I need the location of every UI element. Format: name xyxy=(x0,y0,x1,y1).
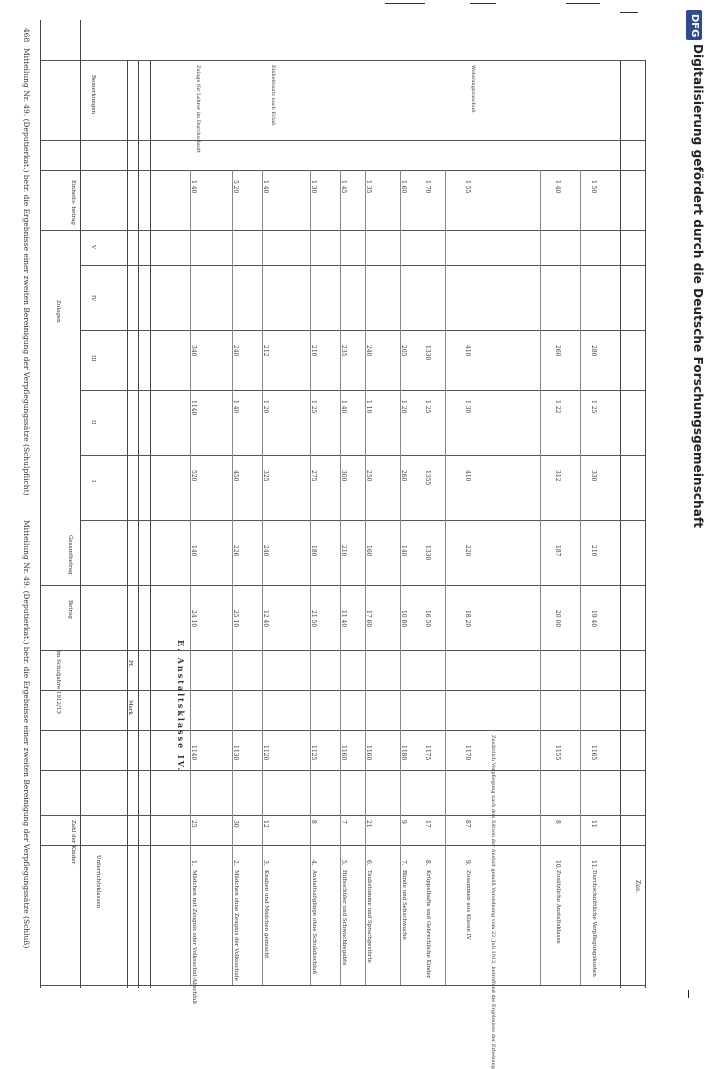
row-value: 520 xyxy=(190,470,197,482)
row-value: 160 xyxy=(365,545,372,557)
row-value: 187 xyxy=(554,545,561,557)
col-header-bemerkungen: Bemerkungen xyxy=(90,75,96,115)
bottom-label: Zus. xyxy=(634,880,641,894)
col-unit-mark: Mark xyxy=(127,700,133,715)
table-rule xyxy=(40,585,645,586)
row-label: Taubstumme und Sprachgestörte xyxy=(366,870,372,963)
row-label: Hilfsschüler und Schwachbegabte xyxy=(341,870,347,966)
row-number: 1. xyxy=(190,860,197,866)
row-value: 12 xyxy=(262,820,269,828)
row-number: 6. xyxy=(365,860,372,866)
row-value: 1 40 xyxy=(262,180,269,194)
row-value: 1 20 xyxy=(262,400,269,414)
row-value: 410 xyxy=(464,345,471,357)
table-rule xyxy=(40,230,645,231)
col-header-jahrgang-iii: III xyxy=(90,355,96,362)
row-value: 12 40 xyxy=(262,610,269,628)
table-rule xyxy=(40,60,645,61)
row-value: 325 xyxy=(262,470,269,482)
row-value: 210 xyxy=(310,345,317,357)
right-title: Mitteilung Nr. 49. (Deputierkat.) betr. die Ergebnisse einer zweiten Bereinigung der Verpflegungssätze (Schluß) xyxy=(22,520,31,949)
row-value: 1125 xyxy=(310,745,317,761)
row-value: 8 xyxy=(310,820,317,824)
row-value: 1130 xyxy=(232,745,239,761)
col-unit-pf: Pf. xyxy=(127,660,133,668)
row-value: 10 80 xyxy=(400,610,407,628)
row-number: 9. xyxy=(464,860,471,866)
row-value: 1 40 xyxy=(340,400,347,414)
table-rule xyxy=(40,730,645,731)
remark-note: Einheitssatz nach Erlaß xyxy=(270,65,276,126)
row-value: 1165 xyxy=(590,745,597,761)
row-rule xyxy=(540,170,541,985)
row-value: 210 xyxy=(590,545,597,557)
table-rule xyxy=(645,60,646,988)
table-rule xyxy=(40,20,41,988)
row-value: 7 xyxy=(340,820,347,824)
row-label: Anstaltszöglinge ohne Schulabschluß xyxy=(311,870,317,975)
table-rule xyxy=(80,20,81,988)
row-value: 300 xyxy=(340,470,347,482)
table-rule xyxy=(40,770,645,771)
row-value: 1 70 xyxy=(424,180,431,194)
row-number: 8. xyxy=(424,860,431,866)
col-header-school-year: Im Schuljahre 1912/13 xyxy=(55,650,61,714)
col-header-zahl: Zahl der Kinder xyxy=(70,820,76,865)
row-value: 1 60 xyxy=(400,180,407,194)
col-header-jahrgang-ii: II xyxy=(90,420,96,425)
row-value: 260 xyxy=(400,470,407,482)
col-header-betrag: Betrag xyxy=(67,600,73,619)
row-value: 21 50 xyxy=(310,610,317,628)
section-label: E. Anstaltsklasse IV. xyxy=(176,640,186,773)
table-rule xyxy=(138,60,139,988)
row-label: Knaben und Mädchen gemischt xyxy=(263,870,269,959)
table-rule xyxy=(80,265,645,266)
row-value: 1160 xyxy=(365,745,372,761)
scan-edge-mark xyxy=(470,3,496,4)
row-value: 330 xyxy=(590,470,597,482)
row-value: 1155 xyxy=(554,745,561,761)
row-number: 5. xyxy=(340,860,347,866)
row-value: 235 xyxy=(340,345,347,357)
row-number: 2. xyxy=(232,860,239,866)
row-value: 280 xyxy=(590,345,597,357)
row-value: 1 40 xyxy=(190,180,197,194)
row-value: 450 xyxy=(232,470,239,482)
dfg-logo xyxy=(686,10,702,40)
table-rule xyxy=(80,390,645,391)
row-value: 1 40 xyxy=(554,180,561,194)
table-rule xyxy=(80,330,645,331)
scan-edge-mark xyxy=(385,3,425,4)
row-value: 17 60 xyxy=(365,610,372,628)
row-value: 1 50 xyxy=(590,180,597,194)
table-rule xyxy=(40,815,645,816)
row-value: 8 xyxy=(554,820,561,824)
col-header-gesamt: Gesamtbetrag xyxy=(67,535,73,575)
row-value: 1 25 xyxy=(590,400,597,414)
row-number: 11. xyxy=(590,860,597,870)
scan-edge-mark xyxy=(620,12,638,13)
row-value: 1 55 xyxy=(464,180,471,194)
row-value: 1 25 xyxy=(310,400,317,414)
row-value: 1140 xyxy=(190,745,197,761)
row-value: 1180 xyxy=(400,745,407,761)
col-header-jahrgang-v: V xyxy=(90,245,96,249)
row-label: Mädchen ohne Zeugnis der Volksschule xyxy=(233,870,239,981)
col-header-einheit: Einheits- betrag xyxy=(70,180,76,225)
digitization-banner: Digitalisierung gefördert durch die Deutsche Forschungsgemeinschaft xyxy=(691,44,705,529)
row-label: Mädchen mit Zeugnis oder Volksschul-Abschluß xyxy=(191,870,197,1005)
table-rule xyxy=(127,60,128,988)
row-value: 240 xyxy=(262,545,269,557)
table-rule xyxy=(40,650,645,651)
row-value: 410 xyxy=(464,470,471,482)
row-value: 11 xyxy=(590,820,597,828)
row-value: 210 xyxy=(340,545,347,557)
row-value: 212 xyxy=(262,345,269,357)
row-value: 1330 xyxy=(424,545,431,561)
row-value: 240 xyxy=(232,345,239,357)
row-value: 25 xyxy=(190,820,197,828)
row-number: 10. xyxy=(554,860,561,870)
row-value: 1175 xyxy=(424,745,431,761)
table-rule xyxy=(40,845,645,846)
row-value: 24 10 xyxy=(190,610,197,628)
table-rule xyxy=(40,985,645,986)
row-value: 220 xyxy=(464,545,471,557)
row-value: 140 xyxy=(190,545,197,557)
row-number: 4. xyxy=(310,860,317,866)
row-value: 5 20 xyxy=(232,180,239,194)
remark-note: Zulage für Lehrer im Durchschnitt xyxy=(195,65,201,153)
row-value: 87 xyxy=(464,820,471,828)
row-value: 1355 xyxy=(424,470,431,486)
table-rule xyxy=(150,60,151,988)
page-number: 468 xyxy=(22,28,31,43)
row-value: 1120 xyxy=(262,745,269,761)
col-header-classes: Unterrichtsklassen xyxy=(95,855,101,909)
row-value: 25 10 xyxy=(232,610,239,628)
row-value: 18 20 xyxy=(464,610,471,628)
left-title: Mitteilung Nr. 49. (Deputierkat.) betr. die Ergebnisse einer zweiten Bereinigung der Verpflegungssätze (Schulpflicht) xyxy=(22,48,31,496)
row-value: 9 xyxy=(400,820,407,824)
row-value: 140 xyxy=(400,545,407,557)
row-label: Krüppelhafte und Gebrechliche Kinder xyxy=(425,870,431,979)
row-value: 1140 xyxy=(190,400,197,416)
row-label: Durchschnittliche Verpflegungskosten xyxy=(591,870,597,977)
scan-edge-mark xyxy=(566,3,600,4)
row-value: 11 40 xyxy=(340,610,347,628)
table-rule xyxy=(40,170,645,171)
row-value: 1 22 xyxy=(554,400,561,414)
table-rule xyxy=(620,60,621,988)
row-value: 340 xyxy=(190,345,197,357)
row-value: 240 xyxy=(365,345,372,357)
col-header-jahrgang-iv: IV xyxy=(90,295,96,302)
row-value: 20 00 xyxy=(554,610,561,628)
row-footnote: Zusätzlich Verpflegung nach den Sätzen der Anstalt gemäß Verordnung vom 22. Juli 1912, betreffend die Ergebnisse der Erhebung xyxy=(490,735,496,1069)
row-value: 1 25 xyxy=(424,400,431,414)
row-label: Blinde und Sehschwache xyxy=(401,870,407,940)
col-header-jahrgang-i: I xyxy=(90,480,96,483)
row-value: 1160 xyxy=(340,745,347,761)
row-value: 1 20 xyxy=(400,400,407,414)
row-value: 312 xyxy=(554,470,561,482)
row-value: 16 50 xyxy=(424,610,431,628)
row-label: Zusammen aus Klasse IV xyxy=(465,870,471,940)
remark-note: Wohnungszuschuß xyxy=(470,65,476,113)
dfg-logo-text: DFG xyxy=(689,14,700,38)
row-value: 1 10 xyxy=(365,400,372,414)
row-value: 275 xyxy=(310,470,317,482)
col-header-zulagen: Zulagen xyxy=(55,300,61,323)
row-rule xyxy=(580,170,581,985)
row-number: 7. xyxy=(400,860,407,866)
row-value: 1 30 xyxy=(310,180,317,194)
row-value: 17 xyxy=(424,820,431,828)
table-rule xyxy=(40,140,645,141)
row-value: 1 35 xyxy=(365,180,372,194)
row-value: 260 xyxy=(554,345,561,357)
row-value: 1 45 xyxy=(340,180,347,194)
row-value: 205 xyxy=(400,345,407,357)
table-rule xyxy=(40,690,645,691)
row-rule xyxy=(445,170,446,985)
row-value: 1170 xyxy=(464,745,471,761)
row-value: 226 xyxy=(232,545,239,557)
scan-edge-mark xyxy=(688,990,689,998)
table-rule xyxy=(80,455,645,456)
table-rule xyxy=(80,520,645,521)
row-value: 30 xyxy=(232,820,239,828)
row-value: 180 xyxy=(310,545,317,557)
row-value: 1 40 xyxy=(232,400,239,414)
row-value: 21 xyxy=(365,820,372,828)
row-value: 1 30 xyxy=(464,400,471,414)
row-value: 19 40 xyxy=(590,610,597,628)
row-value: 250 xyxy=(365,470,372,482)
row-label: Zusätzliche Anstaltsklasse xyxy=(555,870,561,944)
row-number: 3. xyxy=(262,860,269,866)
row-value: 1330 xyxy=(424,345,431,361)
